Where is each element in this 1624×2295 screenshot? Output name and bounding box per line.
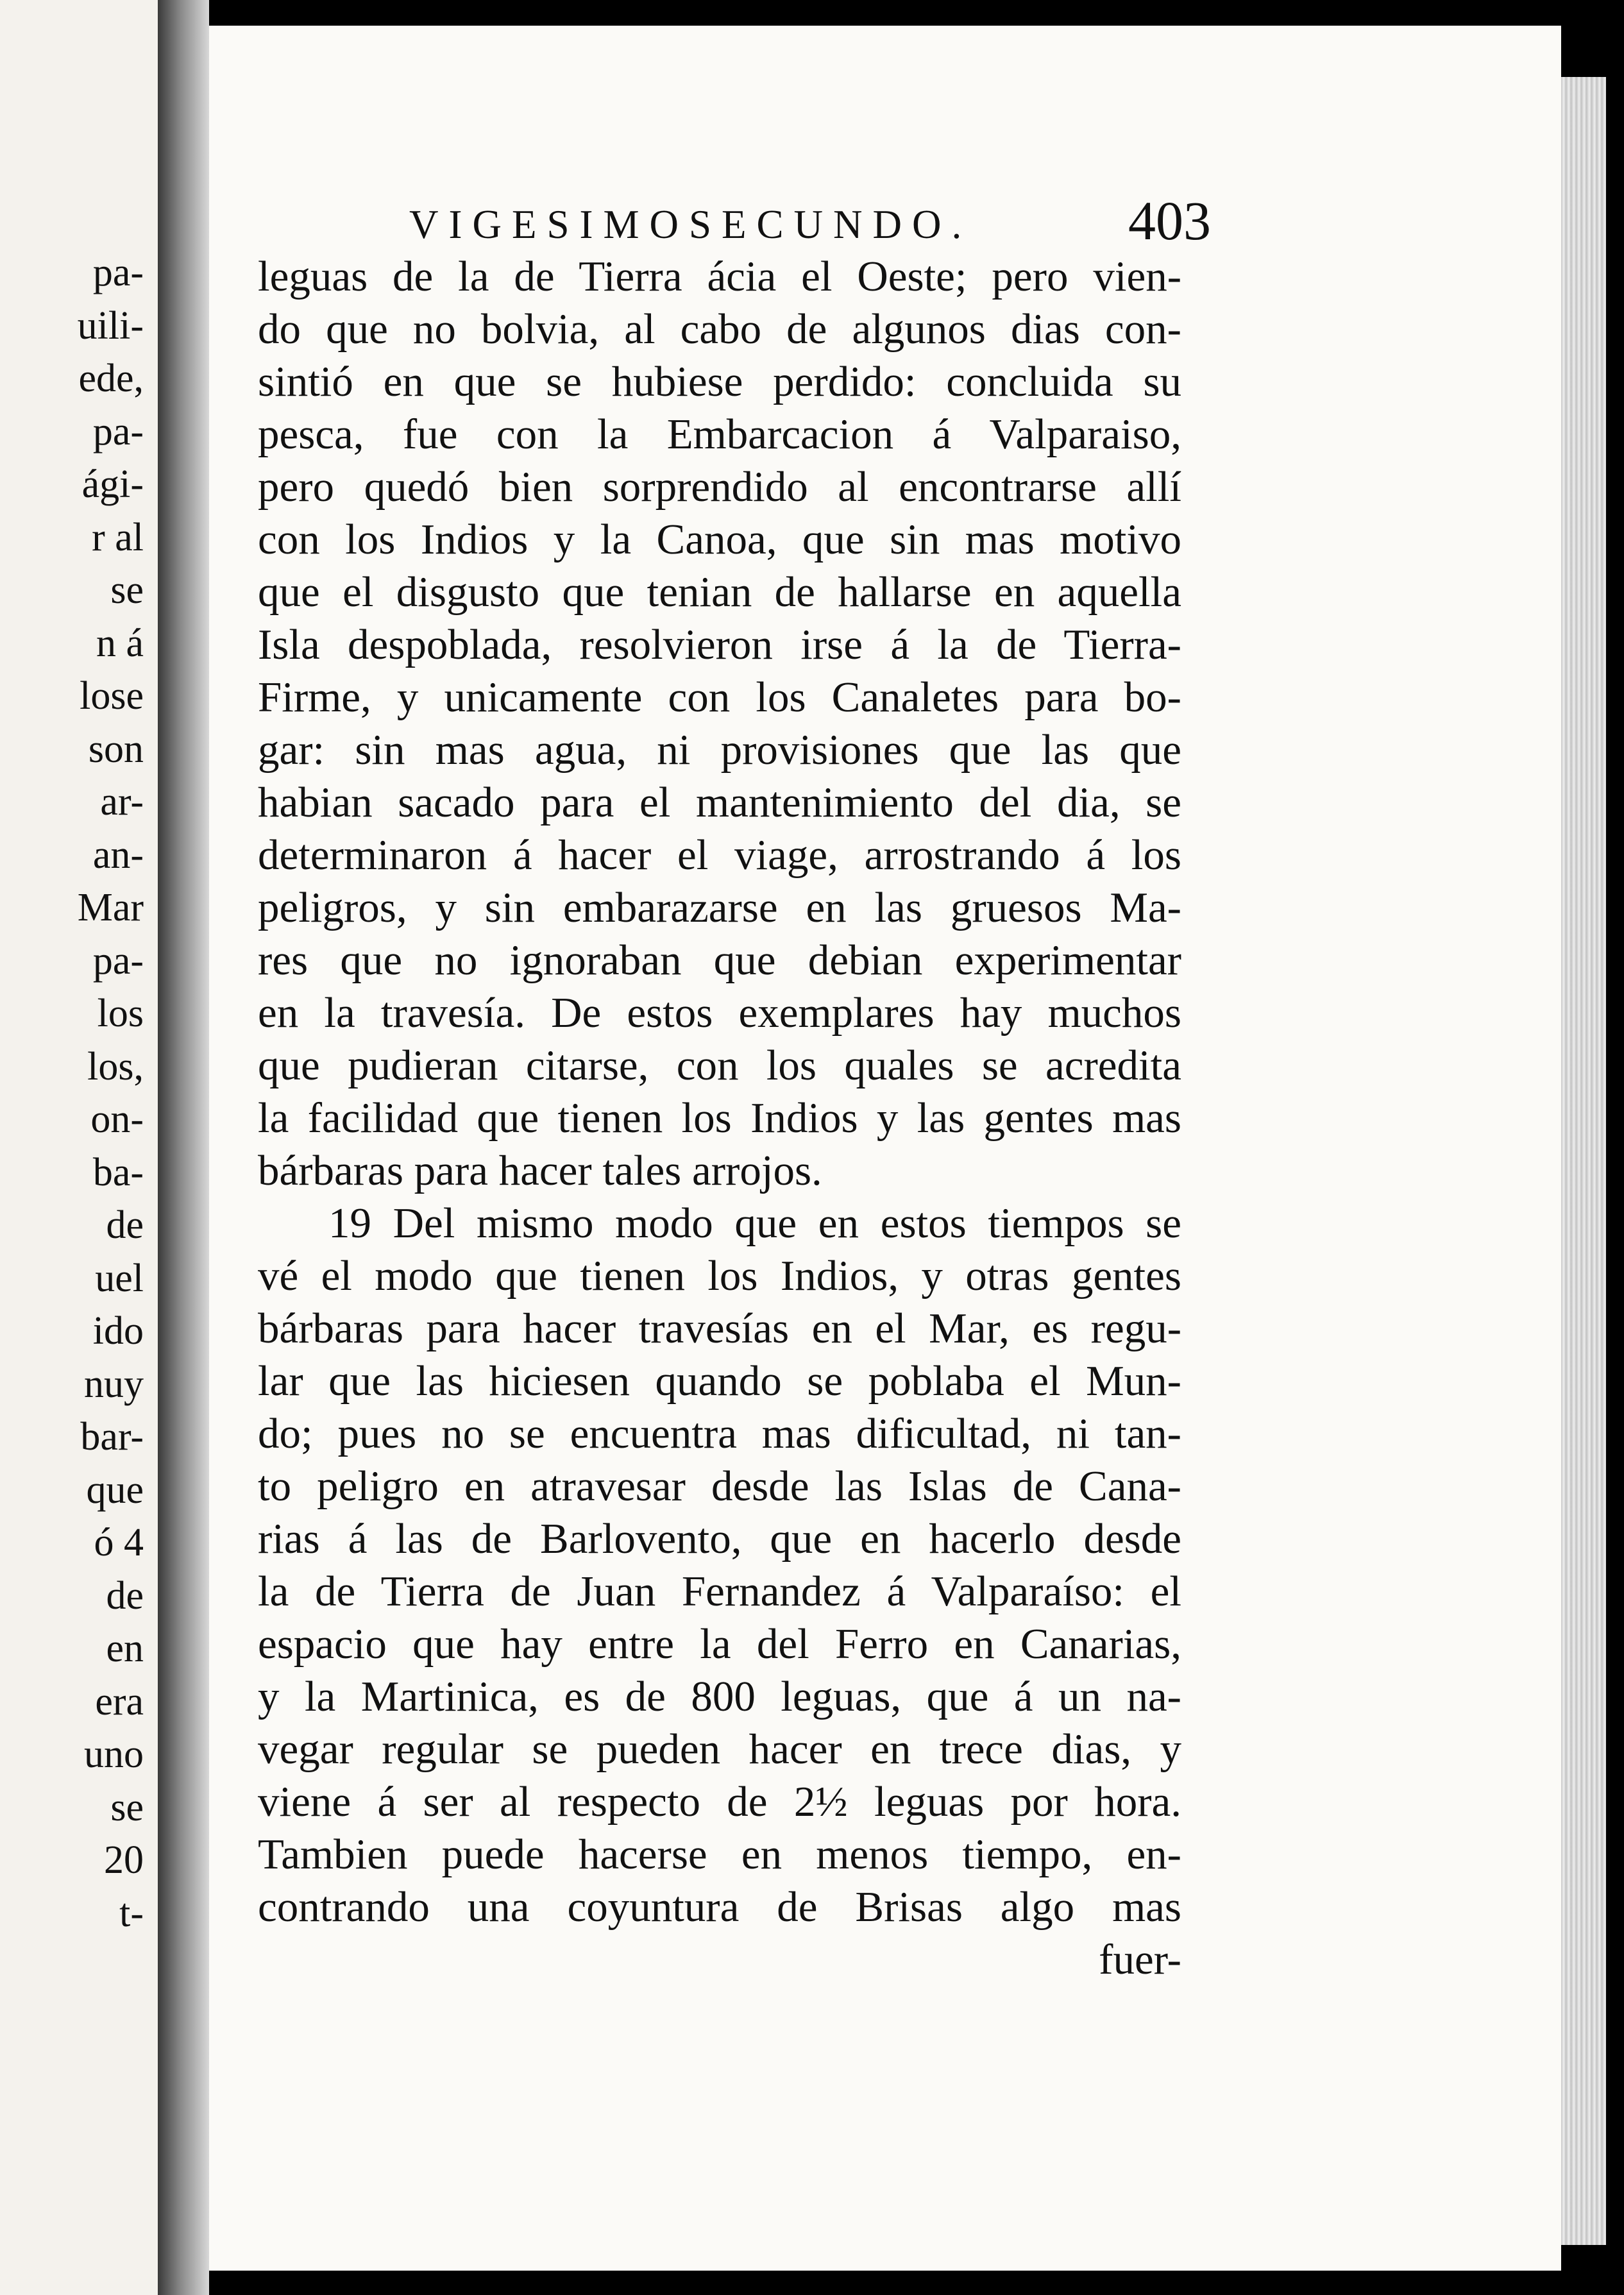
left-page-line-fragment: bar-: [80, 1415, 144, 1459]
text-line: bárbaras para hacer tales arrojos.: [258, 1147, 822, 1194]
left-page-line-fragment: on-: [90, 1097, 144, 1141]
text-line: pero quedó bien sorprendido al encontrarse allí: [258, 463, 1181, 511]
left-page-line-fragment: en: [106, 1627, 144, 1670]
left-page-line-fragment: ági-: [81, 462, 144, 506]
page-edges: [1561, 77, 1606, 2245]
text-line: vé el modo que tienen los Indios, y otras gentes: [258, 1252, 1181, 1300]
catchword: fuer-: [1099, 1936, 1181, 1983]
text-line: peligros, y sin embarazarse en las gruesos Ma-: [258, 884, 1181, 931]
text-line: lar que las hiciesen quando se poblaba el Mun-: [258, 1357, 1181, 1405]
text-line: la facilidad que tienen los Indios y las gentes mas: [258, 1094, 1181, 1142]
body-text: [258, 250, 1181, 1986]
text-line: que pudieran citarse, con los quales se acredita: [258, 1042, 1181, 1089]
left-page-line-fragment: los,: [87, 1044, 144, 1088]
left-page-line-fragment: Mar: [77, 886, 144, 929]
left-page-line-fragment: se: [110, 568, 144, 612]
page-number: 403: [1128, 190, 1211, 251]
text-line: y la Martinica, es de 800 leguas, que á un na-: [258, 1673, 1181, 1720]
left-page-line-fragment: ar-: [100, 780, 144, 824]
text-line: contrando una coyuntura de Brisas algo mas: [258, 1883, 1181, 1931]
left-page-line-fragment: ba-: [92, 1150, 144, 1194]
text-line: res que no ignoraban que debian experimentar: [258, 936, 1181, 984]
text-line: determinaron á hacer el viage, arrostrando á los: [258, 831, 1181, 879]
left-page-line-fragment: 20: [104, 1838, 144, 1882]
left-page-fragment: [0, 0, 158, 2295]
text-line: sintió en que se hubiese perdido: concluida su: [258, 358, 1181, 405]
text-line: Tambien puede hacerse en menos tiempo, en-: [258, 1831, 1181, 1878]
left-page-line-fragment: uno: [84, 1732, 144, 1776]
text-line: leguas de la de Tierra ácia el Oeste; pero vien-: [258, 253, 1181, 300]
left-page-line-fragment: pa-: [92, 409, 144, 453]
book-gutter: [158, 0, 209, 2295]
text-line: to peligro en atravesar desde las Islas de Cana-: [258, 1462, 1181, 1510]
left-page-line-fragment: de: [106, 1203, 144, 1247]
text-line: la de Tierra de Juan Fernandez á Valparaíso: el: [258, 1568, 1181, 1615]
left-page-line-fragment: n á: [96, 621, 144, 665]
left-page-line-fragment: ede,: [78, 357, 144, 400]
text-line: do; pues no se encuentra mas dificultad, ni tan-: [258, 1410, 1181, 1457]
text-line: que el disgusto que tenian de hallarse en aquella: [258, 568, 1181, 616]
left-page-line-fragment: de: [106, 1573, 144, 1618]
left-page-line-fragment: los: [97, 992, 144, 1035]
left-page-line-fragment: an-: [92, 833, 144, 877]
left-page-line-fragment: uili-: [77, 303, 144, 348]
text-line: pesca, fue con la Embarcacion á Valparaiso,: [258, 411, 1181, 458]
text-line: Firme, y unicamente con los Canaletes para bo-: [258, 673, 1181, 721]
left-page-line-fragment: que: [86, 1468, 144, 1512]
left-page-line-fragment: pa-: [92, 251, 144, 294]
text-line: rias á las de Barlovento, que en hacerlo desde: [258, 1515, 1181, 1562]
left-page-line-fragment: lose: [80, 674, 144, 718]
text-line: viene á ser al respecto de 2½ leguas por hora.: [258, 1778, 1181, 1825]
running-head: VIGESIMOSECUNDO.: [409, 202, 972, 247]
left-page-line-fragment: uel: [95, 1256, 144, 1300]
left-page-line-fragment: son: [88, 727, 144, 771]
text-line: espacio que hay entre la del Ferro en Canarias,: [258, 1620, 1181, 1668]
left-page-line-fragment: se: [110, 1785, 144, 1829]
text-line: con los Indios y la Canoa, que sin mas motivo: [258, 516, 1181, 563]
left-page-line-fragment: r al: [92, 515, 144, 559]
text-line: vegar regular se pueden hacer en trece dias, y: [258, 1725, 1181, 1773]
text-line: gar: sin mas agua, ni provisiones que las que: [258, 726, 1181, 774]
left-page-line-fragment: pa-: [92, 938, 144, 983]
left-page-line-fragment: ido: [92, 1309, 144, 1353]
left-page-line-fragment: nuy: [84, 1362, 144, 1406]
text-line: bárbaras para hacer travesías en el Mar, es regu-: [258, 1305, 1181, 1352]
text-line: en la travesía. De estos exemplares hay muchos: [258, 989, 1181, 1037]
left-page-line-fragment: era: [95, 1679, 144, 1723]
page-header: [203, 144, 1211, 251]
text-line: habian sacado para el mantenimiento del dia, se: [258, 779, 1181, 826]
text-line: do que no bolvia, al cabo de algunos dias con-: [258, 305, 1181, 353]
text-line: 19 Del mismo modo que en estos tiempos se: [328, 1199, 1181, 1247]
left-page-line-fragment: t-: [119, 1891, 144, 1935]
left-page-line-fragment: ó 4: [94, 1521, 144, 1564]
text-line: Isla despoblada, resolvieron irse á la de Tierra-: [258, 621, 1181, 668]
